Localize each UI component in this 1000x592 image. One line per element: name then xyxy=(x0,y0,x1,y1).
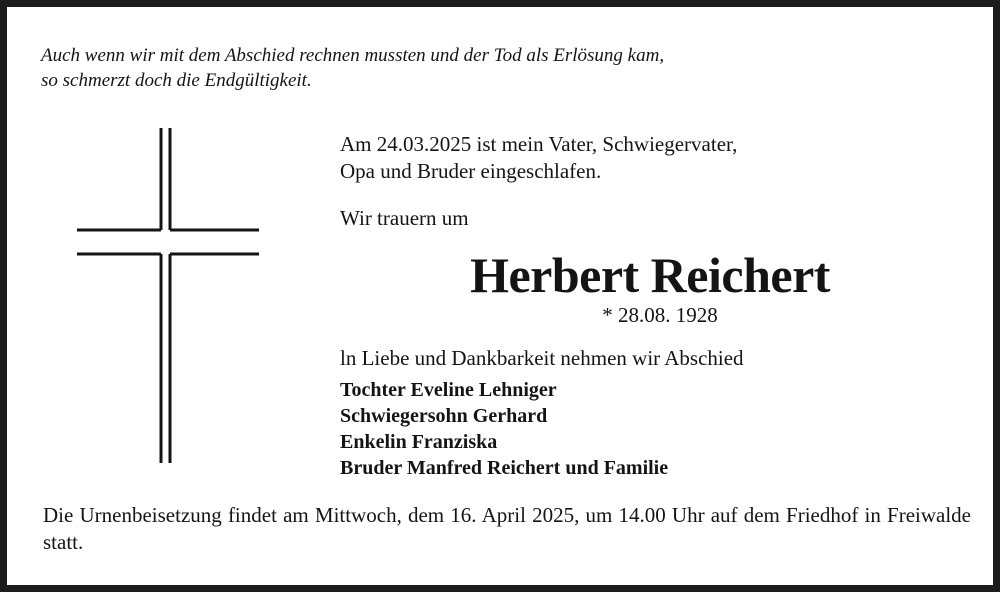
mourn-text: Wir trauern um xyxy=(340,206,469,230)
deceased-name: Herbert Reichert xyxy=(470,247,830,303)
motto-line-1: Auch wenn wir mit dem Abschied rechnen mussten und der Tod als Erlösung kam, xyxy=(41,45,665,66)
deceased-name-block xyxy=(340,245,960,305)
farewell-text: ln Liebe und Dankbarkeit nehmen wir Abschied xyxy=(340,346,744,370)
birth-date-block xyxy=(340,302,960,329)
motto-quote xyxy=(41,43,664,93)
mourner-name: Enkelin Franziska xyxy=(340,431,498,453)
birth-date: * 28.08. 1928 xyxy=(602,303,718,327)
mourner-name: Schwiegersohn Gerhard xyxy=(340,405,548,427)
mourner-name: Tochter Eveline Lehniger xyxy=(340,379,557,401)
motto-line-2: so schmerzt doch die Endgültigkeit. xyxy=(41,70,312,91)
mourners-list xyxy=(340,377,668,481)
death-announcement xyxy=(340,131,737,185)
cross-icon xyxy=(73,125,263,467)
announcement-line-1: Am 24.03.2025 ist mein Vater, Schwiegervater, xyxy=(340,132,738,156)
funeral-notice: Die Urnenbeisetzung findet am Mittwoch, dem 16. April 2025, um 14.00 Uhr auf dem Friedhof in Freiwalde statt. xyxy=(43,503,971,554)
announcement-line-2: Opa und Bruder eingeschlafen. xyxy=(340,159,602,183)
mourner-name: Bruder Manfred Reichert und Familie xyxy=(340,457,669,479)
